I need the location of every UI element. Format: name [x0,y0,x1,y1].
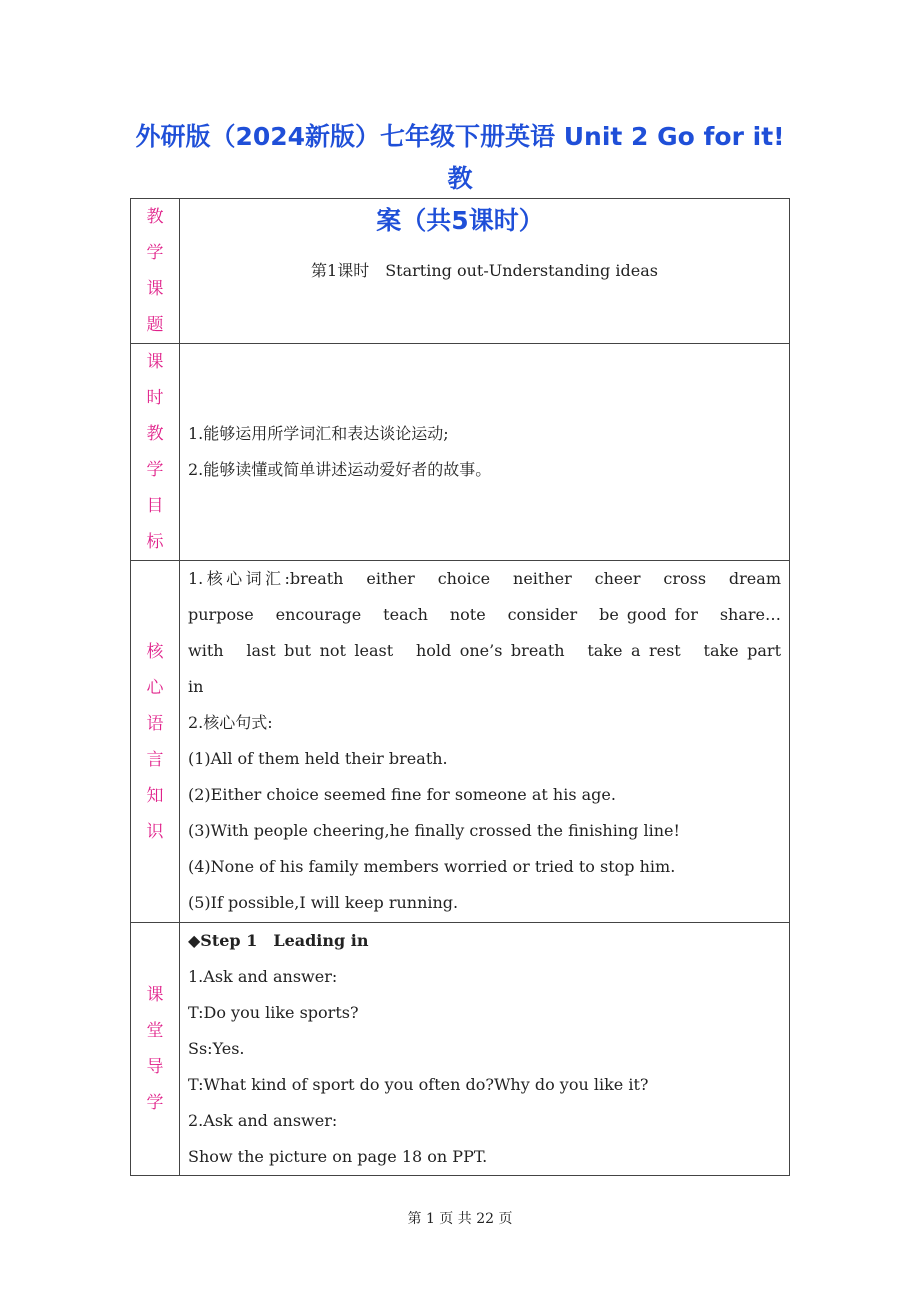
core-knowledge-content [180,561,790,923]
guide-line: T:Do you like sports? [188,1003,359,1022]
row-core-knowledge [131,561,790,923]
guide-line: 2.Ask and answer: [188,1111,338,1130]
step-heading: ◆Step 1 Leading in [188,931,369,950]
vocab-line: in [188,677,204,696]
label-objectives: 课 时 教 学 目 标 [131,344,180,561]
sentence-item: (3)With people cheering,he finally crossed the finishing line! [188,821,680,840]
title-line-1: 外研版（2024新版）七年级下册英语 Unit 2 Go for it! 教 [135,122,785,193]
sentence-item: (4)None of his family members worried or tried to stop him. [188,857,676,876]
class-guide-content [180,923,790,1176]
row-objectives [131,344,790,561]
lesson-plan-table [130,198,790,1176]
guide-line: Ss:Yes. [188,1039,245,1058]
sentence-item: (2)Either choice seemed fine for someone at his age. [188,785,616,804]
title-line-2: 案（共5课时） [376,206,544,235]
lesson-topic: 第1课时 Starting out-Understanding ideas [180,199,790,344]
sentence-heading: 2.核心句式: [188,713,273,732]
objectives-content [180,344,790,561]
label-class-guide: 课 堂 导 学 [131,923,180,1176]
row-class-guide [131,923,790,1176]
guide-line: 1.Ask and answer: [188,967,338,986]
page-footer: 第 1 页 共 22 页 [407,1211,513,1227]
guide-line: T:What kind of sport do you often do?Why do you like it? [188,1075,649,1094]
sentence-item: (1)All of them held their breath. [188,749,448,768]
vocab-line: 1.核心词汇:breath either choice neither cheer cross dream [188,569,781,588]
vocab-line: with last but not least hold one’s breath take a rest take part [188,641,781,660]
vocab-line: purpose encourage teach note consider be good for share… [188,605,781,624]
row-topic [131,199,790,344]
sentence-item: (5)If possible,I will keep running. [188,893,459,912]
label-core-knowledge: 核 心 语 言 知 识 [131,561,180,923]
label-topic: 教 学 课 题 [131,199,180,344]
objective-item: 2.能够读懂或简单讲述运动爱好者的故事。 [188,460,492,479]
guide-line: Show the picture on page 18 on PPT. [188,1147,488,1166]
objective-item: 1.能够运用所学词汇和表达谈论运动; [188,424,449,443]
